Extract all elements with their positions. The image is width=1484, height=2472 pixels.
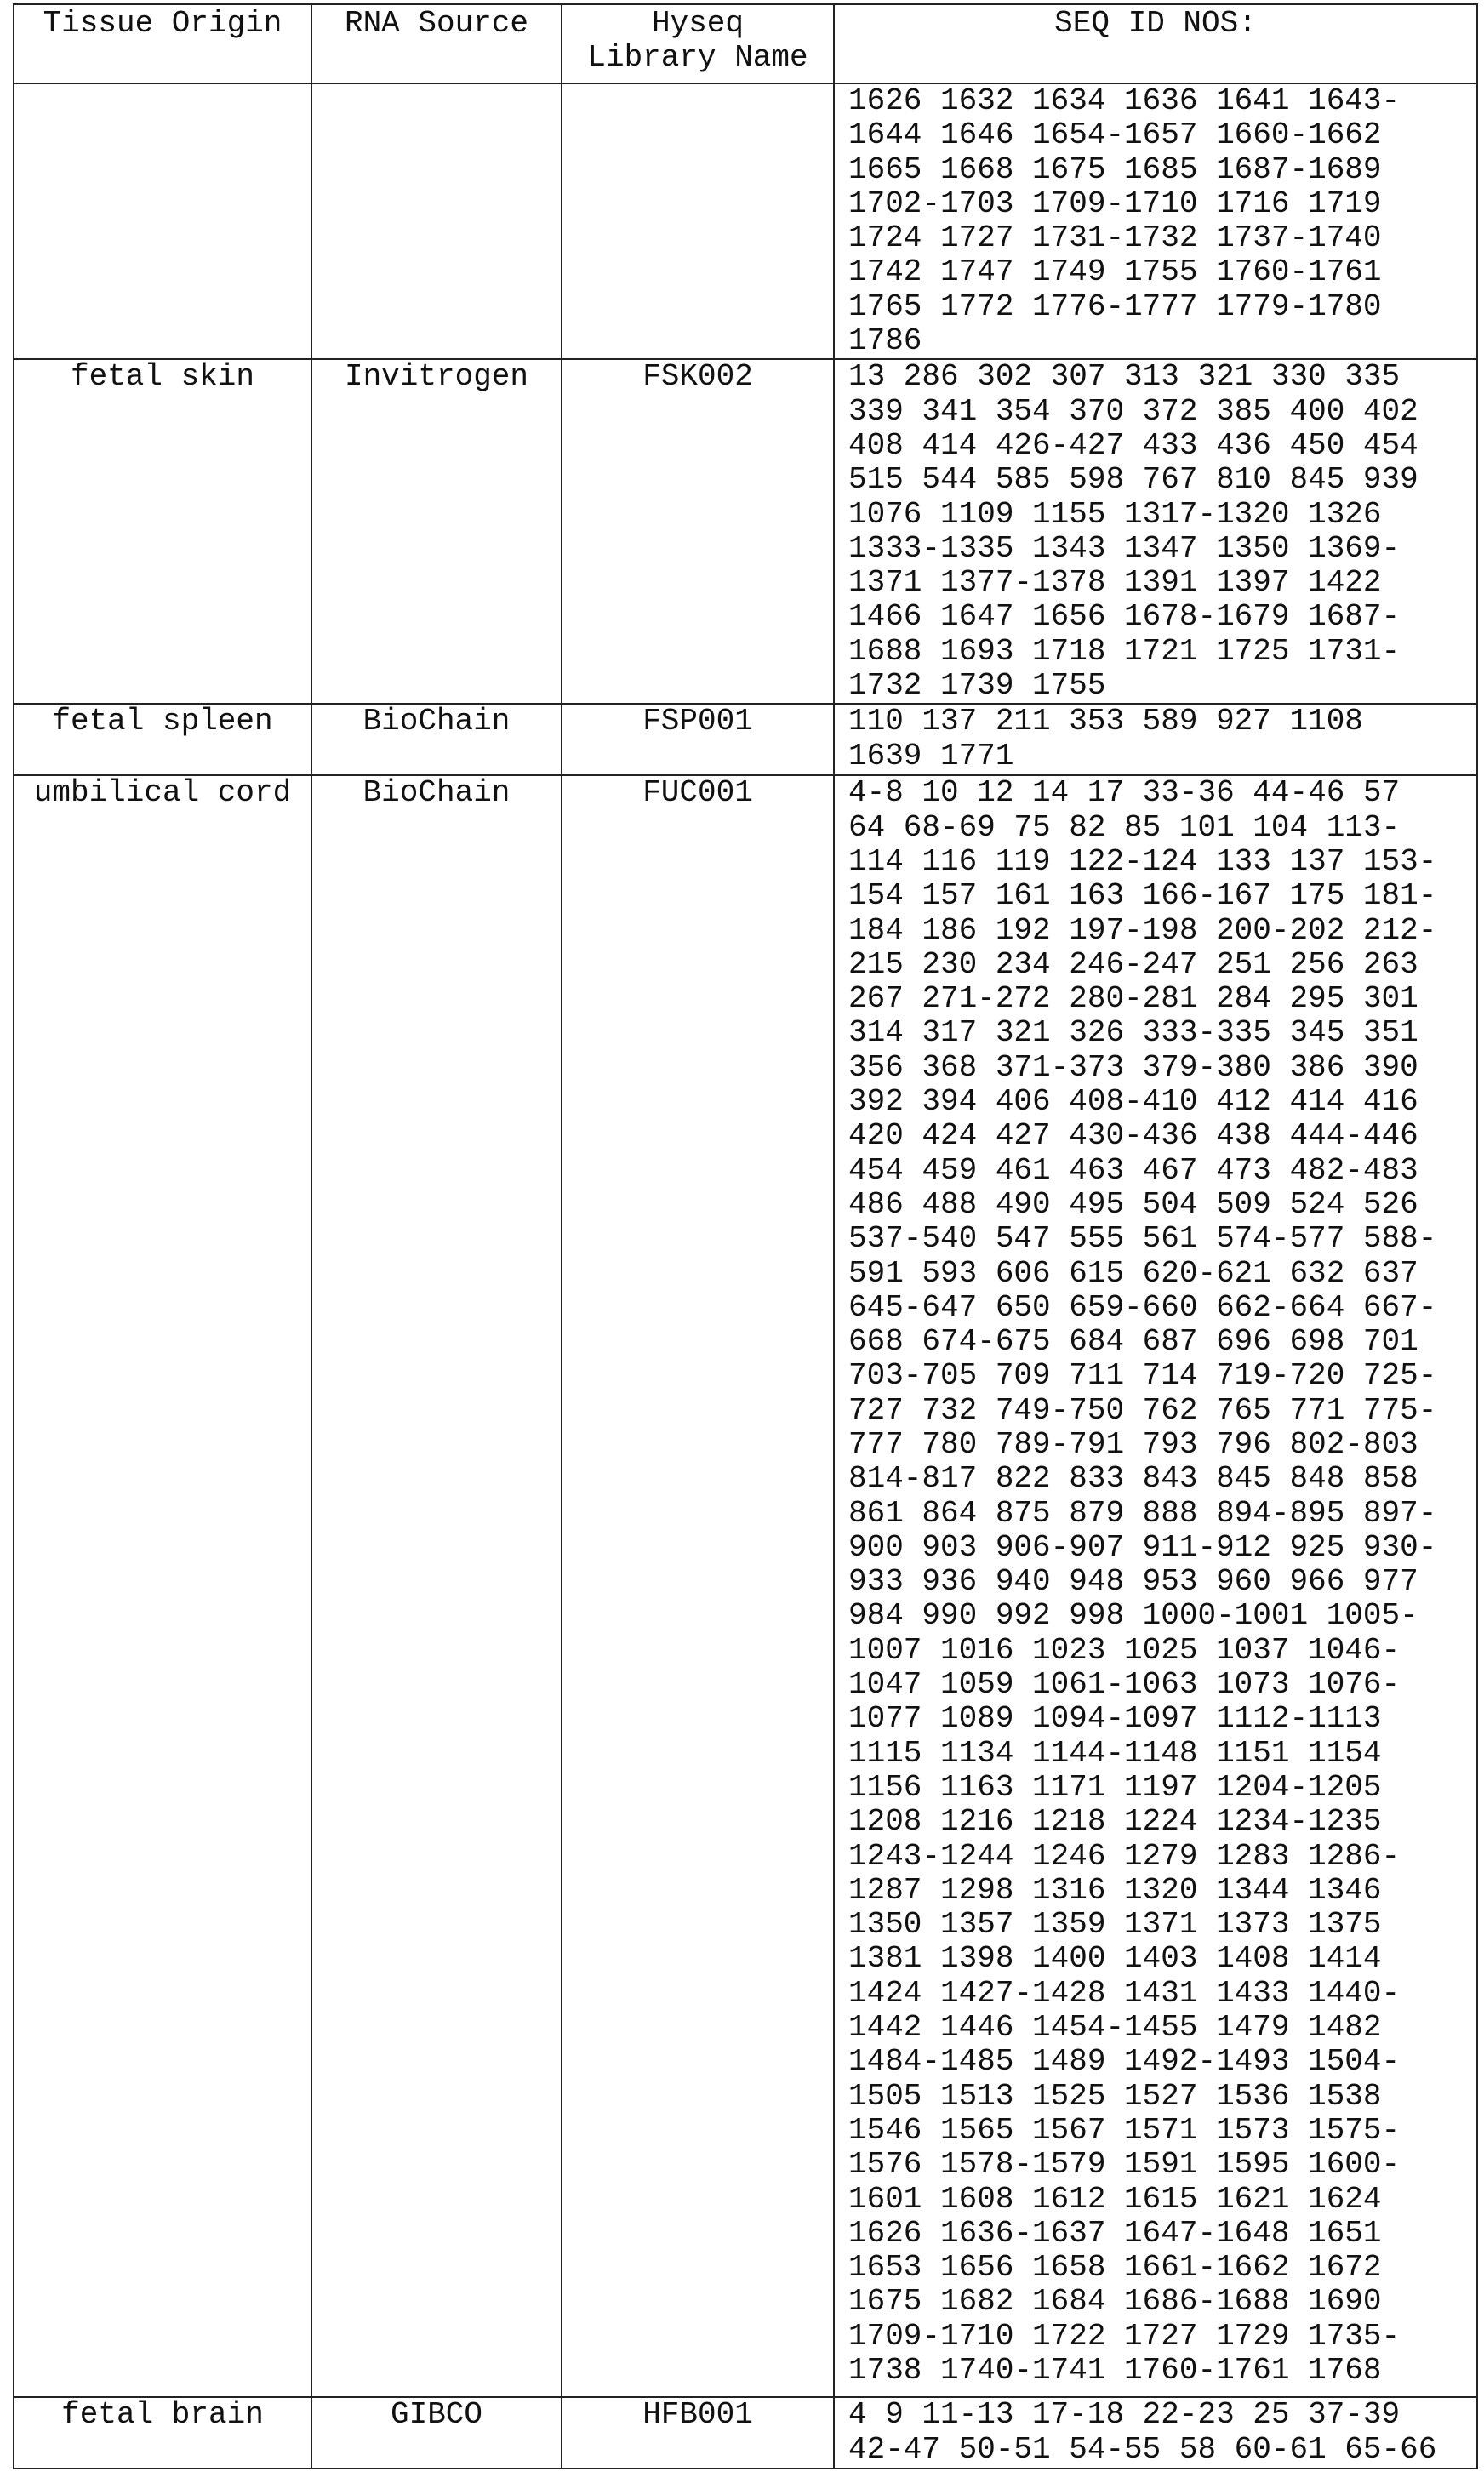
rna-source-cell: [311, 83, 562, 359]
header-library-line1: Hyseq: [562, 7, 833, 41]
tissue-origin-cell: [14, 83, 311, 359]
header-rna-source: RNA Source: [311, 4, 562, 83]
rna-source-cell: BioChain: [311, 775, 562, 2397]
table-row: [14, 775, 1477, 2397]
library-name-cell: HFB001: [562, 2397, 834, 2469]
tissue-origin-cell: fetal spleen: [14, 704, 311, 775]
tissue-origin-cell: fetal brain: [14, 2397, 311, 2469]
header-library-name: [562, 4, 834, 83]
table-row: [14, 2397, 1477, 2469]
tissue-origin-cell: umbilical cord: [14, 775, 311, 2397]
seq-id-table: [13, 3, 1478, 2469]
table-row: [14, 359, 1477, 704]
library-name-cell: FUC001: [562, 775, 834, 2397]
library-name-cell: [562, 83, 834, 359]
table-row: [14, 704, 1477, 775]
tissue-origin-cell: fetal skin: [14, 359, 311, 704]
rna-source-cell: Invitrogen: [311, 359, 562, 704]
header-seq-ids: SEQ ID NOS:: [834, 4, 1477, 83]
header-tissue-origin: Tissue Origin: [14, 4, 311, 83]
table-row: [14, 83, 1477, 359]
seq-ids-cell: 4-8 10 12 14 17 33-36 44-46 57 64 68-69 75 82 85 101 104 113- 114 116 119 122-124 133 137 153- 154 157 161 163 166-167 175 181- 184 186 192 197-198 200-202 212- 215 230 234 246-247 251 256 263 267 271-272 280-281 284 295 301 314 317 321 326 333-335 345 351 356 368 371-373 379-380 386 390 392 394 406 408-410 412 414 416 420 424 427 430-436 438 444-446 454 459 461 463 467 473 482-483 486 488 490 495 504 509 524 526 537-540 547 555 561 574-577 588- 591 593 606 615 620-621 632 637 645-647 650 659-660 662-664 667- 668 674-675 684 687 696 698 701 703-705 709 711 714 719-720 725- 727 732 749-750 762 765 771 775- 777 780 789-791 793 796 802-803 814-817 822 833 843 845 848 858 861 864 875 879 888 894-895 897- 900 903 906-907 911-912 925 930- 933 936 940 948 953 960 966 977 984 990 992 998 1000-1001 1005- 1007 1016 1023 1025 1037 1046- 1047 1059 1061-1063 1073 1076- 1077 1089 1094-1097 1112-1113 1115 1134 1144-1148 1151 1154 1156 1163 1171 1197 1204-1205 1208 1216 1218 1224 1234-1235 1243-1244 1246 1279 1283 1286- 1287 1298 1316 1320 1344 1346 1350 1357 1359 1371 1373 1375 1381 1398 1400 1403 1408 1414 1424 1427-1428 1431 1433 1440- 1442 1446 1454-1455 1479 1482 1484-1485 1489 1492-1493 1504- 1505 1513 1525 1527 1536 1538 1546 1565 1567 1571 1573 1575- 1576 1578-1579 1591 1595 1600- 1601 1608 1612 1615 1621 1624 1626 1636-1637 1647-1648 1651 1653 1656 1658 1661-1662 1672 1675 1682 1684 1686-1688 1690 1709-1710 1722 1727 1729 1735- 1738 1740-1741 1760-1761 1768: [834, 775, 1477, 2397]
rna-source-cell: BioChain: [311, 704, 562, 775]
table-header-row: [14, 4, 1477, 83]
library-name-cell: FSP001: [562, 704, 834, 775]
rna-source-cell: GIBCO: [311, 2397, 562, 2469]
seq-ids-cell: 1626 1632 1634 1636 1641 1643- 1644 1646 1654-1657 1660-1662 1665 1668 1675 1685 1687-1689 1702-1703 1709-1710 1716 1719 1724 1727 1731-1732 1737-1740 1742 1747 1749 1755 1760-1761 1765 1772 1776-1777 1779-1780 1786: [834, 83, 1477, 359]
library-name-cell: FSK002: [562, 359, 834, 704]
seq-ids-cell: 110 137 211 353 589 927 1108 1639 1771: [834, 704, 1477, 775]
seq-ids-cell: 13 286 302 307 313 321 330 335 339 341 354 370 372 385 400 402 408 414 426-427 433 436 450 454 515 544 585 598 767 810 845 939 1076 1109 1155 1317-1320 1326 1333-1335 1343 1347 1350 1369- 1371 1377-1378 1391 1397 1422 1466 1647 1656 1678-1679 1687- 1688 1693 1718 1721 1725 1731- 1732 1739 1755: [834, 359, 1477, 704]
seq-ids-cell: 4 9 11-13 17-18 22-23 25 37-39 42-47 50-51 54-55 58 60-61 65-66: [834, 2397, 1477, 2469]
header-library-line2: Library Name: [562, 41, 833, 75]
